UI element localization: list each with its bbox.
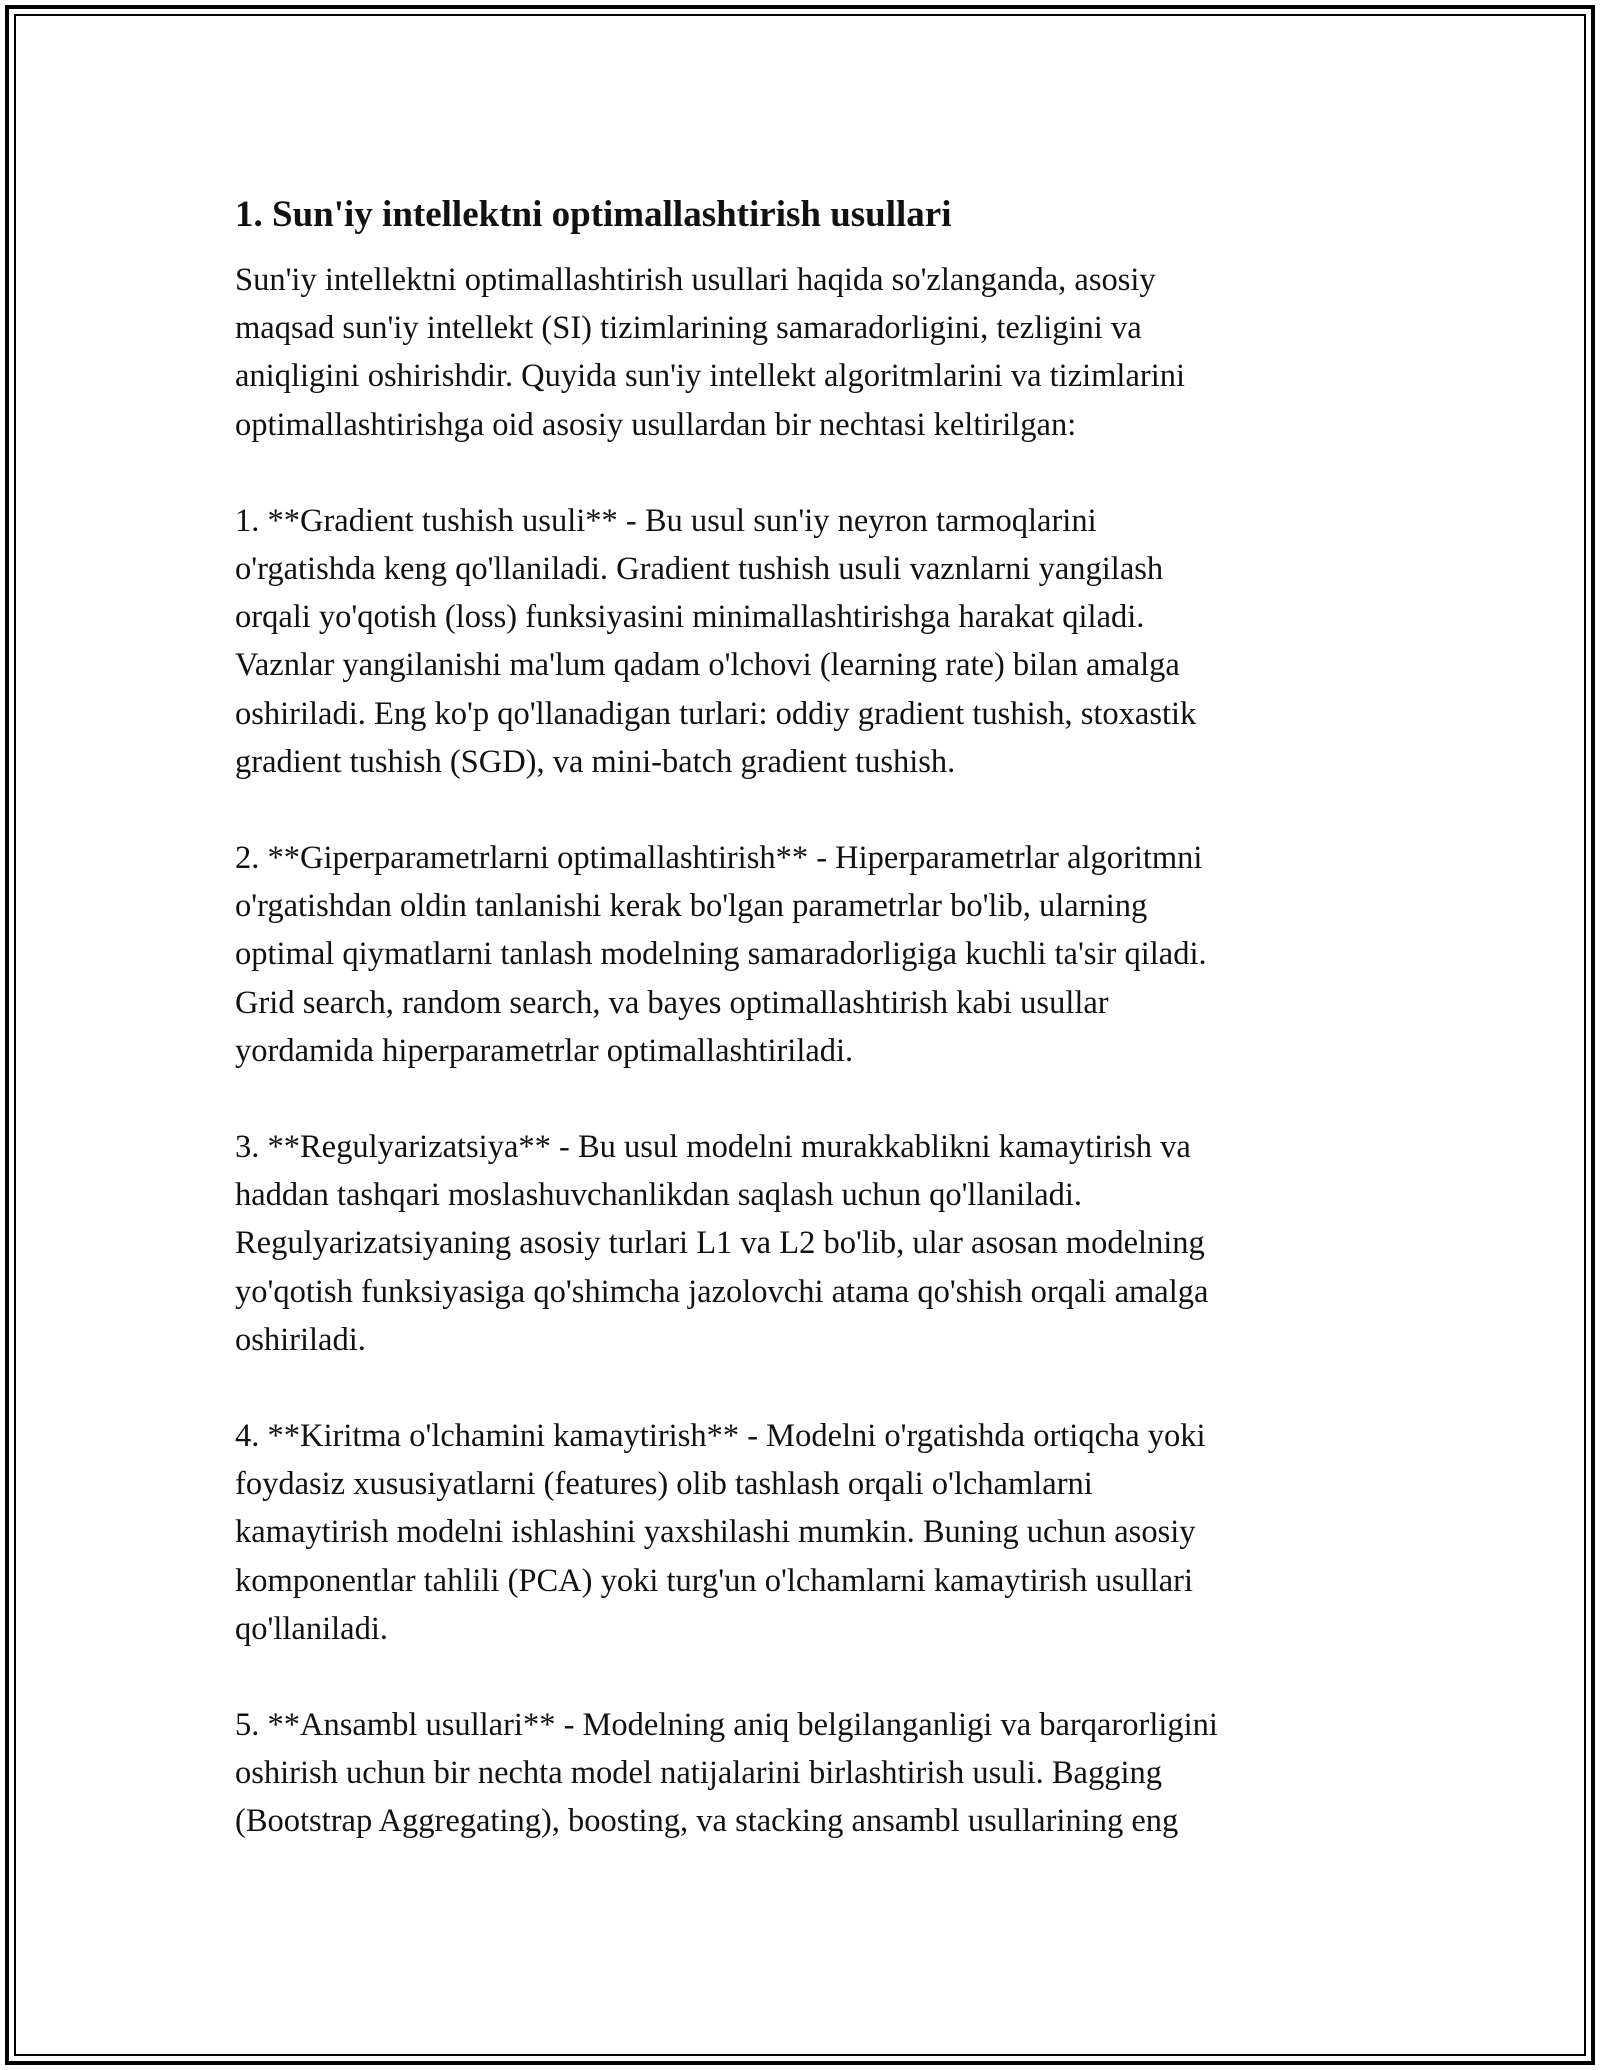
gradient-descent-paragraph: 1. **Gradient tushish usuli** - Bu usul sun'iy neyron tarmoqlarini o'rgatishda keng qo'llaniladi. Gradient tushish usuli vaznlarni yangilash orqali yo'qotish (loss) funksiyasini minimallashtirishga harakat qiladi. Vaznlar yangilanishi ma'lum qadam o'lchovi (learning rate) bilan amalga oshiriladi. Eng ko'p qo'llanadigan turlari: oddiy gradient tushish, stoxastik gradient tushish (SGD), va mini-batch gradient tushish. (235, 502, 1197, 780)
dimensionality-reduction-paragraph: 4. **Kiritma o'lchamini kamaytirish** - Modelni o'rgatishda ortiqcha yoki foydasiz xususiyatlarni (features) olib tashlash orqali o'lchamlarni kamaytirish modelni ishlashini yaxshilashi mumkin. Buning uchun asosiy komponentlar tahlili (PCA) yoki turg'un o'lchamlarni kamaytirish usullari qo'llaniladi. (235, 1418, 1206, 1647)
document-body (235, 182, 1365, 1846)
paragraph-gap (235, 1653, 1365, 1701)
paragraph-gap (235, 449, 1365, 497)
document-title: 1. Sun'iy intellektni optimallashtirish usullari (235, 194, 952, 235)
intro-paragraph: Sun'iy intellektni optimallashtirish usullari haqida so'zlanganda, asosiy maqsad sun'iy intellekt (SI) tizimlarining samaradorligini, tezligini va aniqligini oshirishdir. Quyida sun'iy intellekt algoritmlarini va tizimlarini optimallashtirishga oid asosiy usullardan bir nechtasi keltirilgan: (235, 262, 1186, 443)
paragraph-gap (235, 786, 1365, 834)
paragraph-gap (235, 1364, 1365, 1412)
regularization-paragraph: 3. **Regulyarizatsiya** - Bu usul modelni murakkablikni kamaytirish va haddan tashqari moslashuvchanlikdan saqlash uchun qo'llaniladi. Regulyarizatsiyaning asosiy turlari L1 va L2 bo'lib, ular asosan modelning yo'qotish funksiyasiga qo'shimcha jazolovchi atama qo'shish orqali amalga oshiriladi. (235, 1129, 1209, 1358)
hyperparameter-paragraph: 2. **Giperparametrlarni optimallashtirish** - Hiperparametrlar algoritmni o'rgatishdan oldin tanlanishi kerak bo'lgan parametrlar bo'lib, ularning optimal qiymatlarni tanlash modelning samaradorligiga kuchli ta'sir qiladi. Grid search, random search, va bayes optimallashtirish kabi usullar yordamida hiperparametrlar optimallashtiriladi. (235, 840, 1207, 1069)
ensemble-paragraph: 5. **Ansambl usullari** - Modelning aniq belgilanganligi va barqarorligini oshirish uchun bir nechta model natijalarini birlashtirish usuli. Bagging (Bootstrap Aggregating), boosting, va stacking ansambl usullarining eng (235, 1707, 1218, 1840)
paragraph-gap (235, 1075, 1365, 1123)
